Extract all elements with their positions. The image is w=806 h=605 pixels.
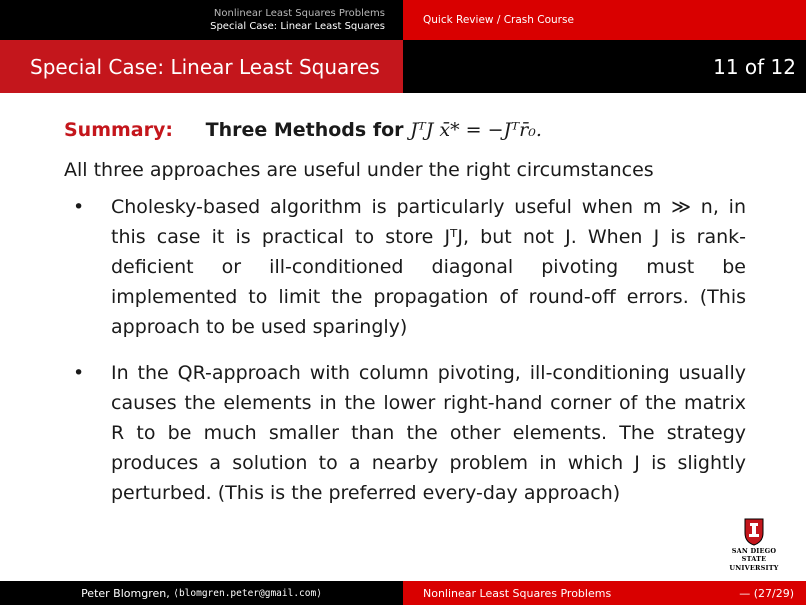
bullet-item-qr — [64, 358, 746, 508]
frame-title-bar — [0, 40, 806, 93]
bullet-list — [64, 192, 746, 508]
bullet-text: Cholesky-based algorithm is particularly useful when m ≫ n, in this case it is practical to store JᵀJ, but not J. When J is rank-deficient or ill-conditioned diagonal pivoting must be implemented to limit the propagation of round-off errors. (This approach to be used sparingly) — [111, 196, 746, 338]
nav-section-block[interactable] — [0, 0, 403, 40]
frame-title-block — [0, 40, 403, 93]
summary-line — [64, 114, 746, 146]
bullet-text: In the QR-approach with column pivoting, ill-conditioning usually causes the elements in the lower right-hand corner of the matrix R to be much smaller than the other elements. The strategy produces a solution to a nearby problem in which J is slightly perturbed. (This is the preferred every-day approach) — [111, 362, 746, 504]
shield-icon — [744, 518, 764, 546]
nav-subsection-title[interactable]: Special Case: Linear Least Squares — [210, 21, 385, 32]
top-navigation-bar — [0, 0, 806, 40]
bullet-dot-icon: • — [73, 196, 85, 218]
footer-author-block[interactable] — [0, 581, 403, 605]
footer-bar — [0, 581, 806, 605]
frame-counter-block — [403, 40, 806, 93]
nav-right-block[interactable] — [403, 0, 806, 40]
frame-title: Special Case: Linear Least Squares — [30, 54, 380, 79]
footer-page-number: — (27/29) — [739, 586, 794, 600]
footer-title-block[interactable] — [403, 581, 806, 605]
nav-right-title[interactable]: Quick Review / Crash Course — [423, 14, 574, 26]
nav-section-title[interactable]: Nonlinear Least Squares Problems — [213, 8, 385, 19]
footer-email[interactable]: ⟨blomgren.peter@gmail.com⟩ — [173, 587, 322, 599]
bullet-item-cholesky — [64, 192, 746, 342]
logo-text-line1: SAN DIEGO STATE — [731, 547, 777, 563]
university-logo — [724, 518, 784, 572]
logo-text-line2: UNIVERSITY — [729, 564, 779, 572]
summary-label: Summary: — [64, 119, 173, 141]
frame-counter: 11 of 12 — [713, 54, 796, 79]
footer-author[interactable]: Peter Blomgren, — [81, 586, 170, 600]
slide-content — [64, 114, 746, 524]
bullet-dot-icon: • — [73, 362, 85, 384]
summary-equation: JᵀJ x̄* = −Jᵀr̄₀. — [410, 119, 542, 141]
intro-text: All three approaches are useful under the right circumstances — [64, 159, 654, 181]
summary-heading: Three Methods for — [205, 119, 404, 141]
footer-title[interactable]: Nonlinear Least Squares Problems — [423, 586, 612, 600]
